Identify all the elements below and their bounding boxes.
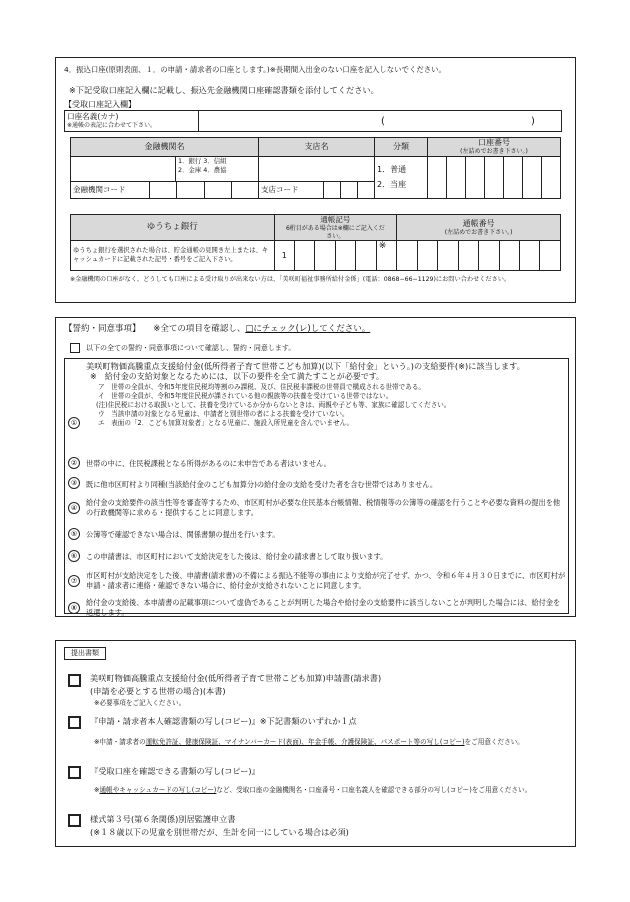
bank-code-digit[interactable] — [177, 182, 204, 198]
item-7-number: ⑦ — [68, 575, 80, 587]
doc-4-main: 様式第３号(第６条関係)別居監護申立書 — [90, 814, 236, 824]
symbol-digit-first: 1 — [274, 241, 294, 271]
check-all-row — [70, 343, 295, 353]
paren-open: ( — [381, 116, 385, 127]
item-2-number: ② — [68, 457, 80, 469]
doc-2-note-underlined: 運転免許証、健康保険証、マイナンバーカード(表面)、年金手帳、介護保険証、パスポート等の写し(コピー) — [145, 738, 465, 746]
branch-code-label: 支店コード — [259, 182, 324, 199]
section4-heading: 4．振込口座(原則表面、１．の申請・請求者の口座とします。)※長期間入出金のない口座を記入しないでください。 — [64, 65, 446, 74]
account-name-label: 口座名義(カナ) — [67, 112, 119, 121]
pledge-title: 【誓約・同意事項】 — [64, 324, 141, 334]
number-digit[interactable] — [438, 241, 458, 271]
item-1-line: イ 世帯の全員が、令和5年度住民税が課されている他の親族等の扶養を受けている世帯ではない。 — [98, 391, 393, 400]
item-3-text: 既に他市区町村より同種(当該給付金のこども加算分)の給付金の支給を受けた者を含む世帯ではありません。 — [86, 480, 438, 489]
doc-4-checkbox[interactable] — [68, 814, 81, 827]
account-digit-5[interactable] — [504, 157, 523, 199]
bank-code-digit[interactable] — [150, 182, 177, 198]
symbol-digit[interactable] — [315, 241, 335, 271]
doc-1-line2: (申請を必要とする世帯の場合)(本書) — [90, 686, 226, 696]
doc-1-checkbox[interactable] — [68, 674, 81, 687]
documents-title: 提出書類 — [64, 647, 106, 660]
item-6-text: この申請書は、市区町村において支給決定をした後は、給付金の請求書として取り扱います。 — [86, 552, 388, 561]
institution-options — [176, 157, 259, 182]
bank-code-digit[interactable] — [232, 182, 258, 198]
item-3-number: ③ — [68, 477, 80, 489]
bank-account-section — [55, 57, 576, 303]
yucho-number-head — [397, 215, 561, 241]
symbol-digit[interactable] — [294, 241, 314, 271]
branch-name-input[interactable] — [259, 157, 375, 182]
yucho-title: ゆうちょ銀行 — [71, 215, 275, 241]
symbol-digit[interactable] — [335, 241, 355, 271]
doc-2-note — [94, 738, 566, 748]
type-options[interactable] — [375, 157, 428, 199]
number-digit[interactable] — [519, 241, 539, 271]
item-4-text: 給付金の支給要件の該当性等を審査等するため、市区町村が必要な住民基本台帳情報、税情報等の公簿等の確認を行うことや必要な資料の提出を他の行政機関等に求める・提供することに同意します。 — [86, 498, 561, 517]
doc-3-checkbox[interactable] — [68, 766, 81, 779]
bank-code-label: 金融機関コード — [71, 182, 150, 198]
pledge-heading — [64, 324, 370, 335]
options-line2: 2．金庫 4．農協 — [178, 165, 227, 174]
branch-code-digit[interactable] — [358, 182, 374, 198]
col-type: 分類 — [375, 138, 428, 157]
section4-note: ※下記受取口座記入欄に記載し、振込先金融機関口座確認書類を添付してください。 — [69, 85, 379, 95]
pledge-instruction-underlined: □にチェック(レ)してください。 — [245, 324, 371, 334]
account-digit-3[interactable] — [466, 157, 485, 199]
doc-3-note-underlined: 通帳やキャッシュカードの写し(コピー) — [99, 786, 217, 794]
col-branch: 支店名 — [259, 138, 375, 157]
col-number: 口座番号 — [478, 138, 510, 147]
doc-3-note-post: など、受取口座の金融機関名・口座番号・口座名義人を確認できる部分の写し(コピー)をご用意ください。 — [216, 786, 532, 794]
check-all-checkbox[interactable] — [70, 343, 80, 353]
number-digit[interactable] — [458, 241, 478, 271]
item-1-line: ア 世帯の全員が、令和5年度住民税均等割のみ課税、及び、住民税非課税の世帯員で構成される世帯である。 — [98, 383, 426, 392]
doc-3-note-pre: ※ — [94, 786, 100, 794]
number-digit[interactable] — [417, 241, 437, 271]
bank-code-digit[interactable] — [205, 182, 232, 198]
item-2-text: 世帯の中に、住民税課税となる所得があるのに未申告である者はいません。 — [86, 459, 331, 468]
item-1-number: ① — [68, 417, 80, 429]
account-name-label-cell — [64, 110, 199, 132]
doc-2-note-post: をご用意ください。 — [464, 738, 524, 746]
doc-3-note — [94, 786, 566, 796]
yucho-table — [70, 214, 561, 271]
check-all-label: 以下の全ての誓約・同意事項について確認し、誓約・同意します。 — [86, 344, 296, 352]
branch-code-digits[interactable] — [324, 182, 375, 199]
account-name-input[interactable] — [198, 110, 562, 132]
item-7-text: 市区町村が支給決定をした後、申請書(請求書)の不備による振込不能等の事由により支給が完了せず、かつ、令和６年４月３０日までに、市区町村が申請・請求者に連絡・確認できない場合に、給付金が支給されないことに同意します。 — [86, 571, 566, 590]
symbol-digit-extra[interactable]: ※ — [376, 241, 396, 271]
institution-name-input[interactable] — [71, 157, 176, 182]
doc-4-line2: (※１８歳以下の児童を別世帯だが、生計を同一にしている場合は必須) — [90, 827, 349, 837]
symbol-digit[interactable] — [356, 241, 376, 271]
item-4-number: ④ — [68, 502, 80, 514]
col-number-cell — [428, 138, 561, 157]
doc-1-note: ※必要事項をご記入ください。 — [94, 699, 186, 707]
item-1-line: エ 表面の「2．こども加算対象者」となる児童に、施設入所児童を含んでいません。 — [98, 418, 354, 427]
item-5-text: 公簿等で確認できない場合は、関係書類の提出を行います。 — [86, 530, 280, 539]
item-6-number: ⑥ — [68, 550, 80, 562]
bank-code-cell[interactable] — [71, 182, 259, 199]
item-1-line: ※ 給付金の支給対象となるためには、以下の要件を全て満たすことが必要です。 — [90, 372, 385, 382]
item-1-line: ウ 当該申請の対象となる児童は、申請者と別世帯の者による扶養を受けていない。 — [98, 409, 349, 418]
item-1-line: 美咲町物価高騰重点支援給付金(低所得者子育て世帯こども加算)(以下「給付金」という。)の支給要件(※)に該当します。 — [86, 361, 525, 371]
item-1-line: (注)住民税における取扱いとして、扶養を受けているか分からないときは、両親や子ども等、家族に確認してください。 — [96, 400, 451, 409]
type-opt2: 2．当座 — [377, 179, 407, 189]
account-digit-1[interactable] — [428, 157, 447, 199]
number-digit[interactable] — [499, 241, 519, 271]
item-5-number: ⑤ — [68, 528, 80, 540]
number-digit[interactable] — [397, 241, 417, 271]
pledge-instruction-pre: ※全ての項目を確認し、 — [153, 324, 246, 334]
doc-1-main: 美咲町物価高騰重点支援給付金(低所得者子育て世帯こども加算)申請書(請求書) — [90, 673, 382, 683]
doc-3-main: 『受取口座を確認できる書類の写し(コピー)』 — [90, 766, 260, 776]
number-label: 通帳番号 — [462, 218, 495, 228]
doc-2-main: 『申請・請求者本人確認書類の写し(コピー)』※下記書類のいずれか１点 — [90, 716, 357, 726]
number-digit[interactable] — [540, 241, 561, 271]
account-digit-2[interactable] — [447, 157, 466, 199]
item-1-text — [86, 361, 566, 428]
account-digit-7[interactable] — [542, 157, 561, 199]
number-sub: (左詰めでお書き下さい。) — [444, 228, 513, 236]
number-digit[interactable] — [479, 241, 499, 271]
yucho-symbol-head — [274, 215, 397, 241]
paren-close: ) — [531, 116, 535, 127]
branch-code-digit[interactable] — [324, 182, 341, 198]
type-opt1: 1．普通 — [377, 165, 407, 175]
doc-2-checkbox[interactable] — [68, 716, 81, 729]
symbol-sub: 6桁目がある場合は※欄にご記入ください。 — [285, 224, 385, 240]
account-digit-6[interactable] — [523, 157, 542, 199]
symbol-label: 通帳記号 — [320, 215, 351, 224]
branch-code-digit[interactable] — [341, 182, 358, 198]
form-title: 【受取口座記入欄】 — [64, 100, 136, 109]
doc-2-note-pre: ※申請・請求者の — [94, 738, 146, 746]
col-number-sub: (左詰めでお書き下さい。) — [460, 148, 528, 156]
yucho-note: ゆうちょ銀行を選択された場合は、貯金通帳の見開き左上または、キャッシュカードに記載された記号・番号をご記入下さい。 — [71, 241, 275, 271]
bank-table — [70, 137, 561, 199]
account-name-sub: ※通帳の表記に合わせて下さい。 — [67, 121, 157, 129]
account-digit-4[interactable] — [485, 157, 504, 199]
bank-footer-note: ※金融機関の口座がなく、どうしても口座による受け取りが出来ない方は、「美咲町福祉事務所給付金係」(電話：0868−66−1129)にお問い合わせください。 — [70, 276, 511, 283]
options-line1: 1．銀行 3．信組 — [178, 157, 227, 166]
item-8-number: ⑧ — [68, 602, 80, 614]
item-8-text: 給付金の支給後、本申請書の記載事項について虚偽であることが判明した場合や給付金の支給要件に該当しないことが判明した場合には、給付金を返還します。 — [86, 598, 561, 617]
col-institution: 金融機関名 — [71, 138, 259, 157]
